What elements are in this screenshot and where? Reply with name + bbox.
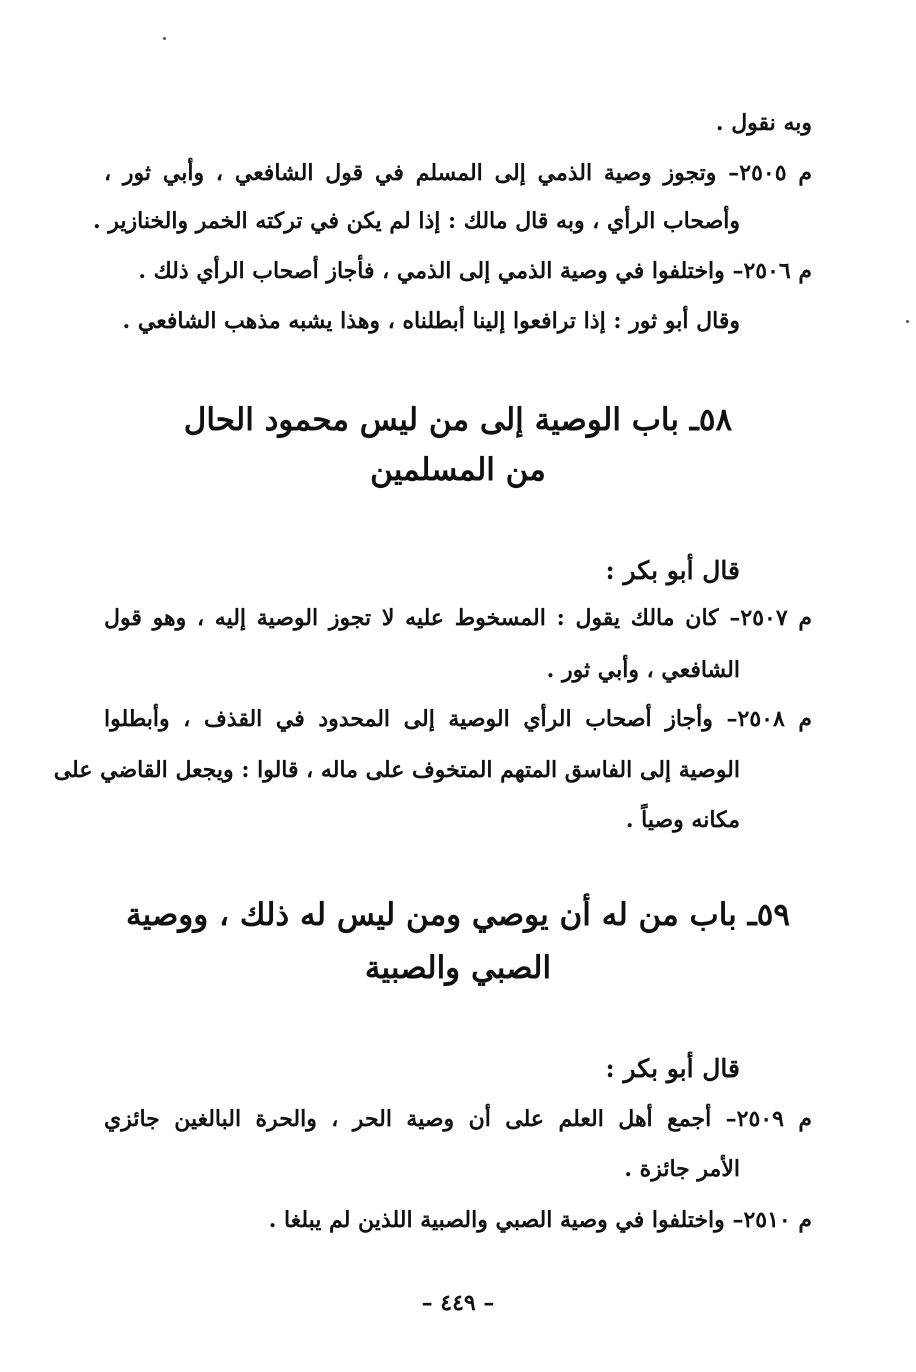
entry-2506-line1: م ٢٥٠٦– واختلفوا في وصية الذمي إلى الذمي ، فأجاز أصحاب الرأي ذلك . <box>138 258 812 284</box>
entry-2507-line1: م ٢٥٠٧– كان مالك يقول : المسخوط عليه لا تجوز الوصية إليه ، وهو قول <box>104 605 813 631</box>
entry-2508-line1: م ٢٥٠٨– وأجاز أصحاب الرأي الوصية إلى المحدود في القذف ، وأبطلوا <box>104 706 812 732</box>
entry-2505-line2: وأصحاب الرأي ، وبه قال مالك : إذا لم يكن في تركته الخمر والخنازير . <box>92 208 740 234</box>
entry-2505-line1: م ٢٥٠٥– وتجوز وصية الذمي إلى المسلم في قول الشافعي ، وأبي ثور ، <box>104 160 813 186</box>
entry-2506-line2: وقال أبو ثور : إذا ترافعوا إلينا أبطلناه ، وهذا يشبه مذهب الشافعي . <box>122 308 740 334</box>
section-58-intro: قال أبو بكر : <box>605 556 740 585</box>
entry-2508-line2: الوصية إلى الفاسق المتهم المتخوف على ماله ، قالوا : ويجعل القاضي على <box>53 757 740 783</box>
section-59-intro: قال أبو بكر : <box>605 1054 740 1083</box>
section-58-title-line1: ٥٨ـ باب الوصية إلى من ليس محمود الحال <box>183 402 733 438</box>
text-line: وبه نقول . <box>715 110 812 136</box>
scan-speck <box>906 320 909 323</box>
scan-speck <box>163 37 166 40</box>
entry-2509-line1: م ٢٥٠٩– أجمع أهل العلم على أن وصية الحر ، والحرة البالغين جائزي <box>104 1106 812 1132</box>
section-58-title-line2: من المسلمين <box>370 452 546 488</box>
entry-2507-line2: الشافعي ، وأبي ثور . <box>546 657 740 683</box>
entry-2510-line1: م ٢٥١٠– واختلفوا في وصية الصبي والصبية اللذين لم يبلغا . <box>268 1207 812 1233</box>
entry-2509-line2: الأمر جائزة . <box>624 1156 740 1182</box>
section-59-title-line1: ٥٩ـ باب من له أن يوصي ومن ليس له ذلك ، ووصية <box>126 897 790 933</box>
entry-2508-line3: مكانه وصياً . <box>625 807 740 833</box>
section-59-title-line2: الصبي والصبية <box>364 950 552 986</box>
page-number: – ٤٤٩ – <box>421 1290 495 1316</box>
